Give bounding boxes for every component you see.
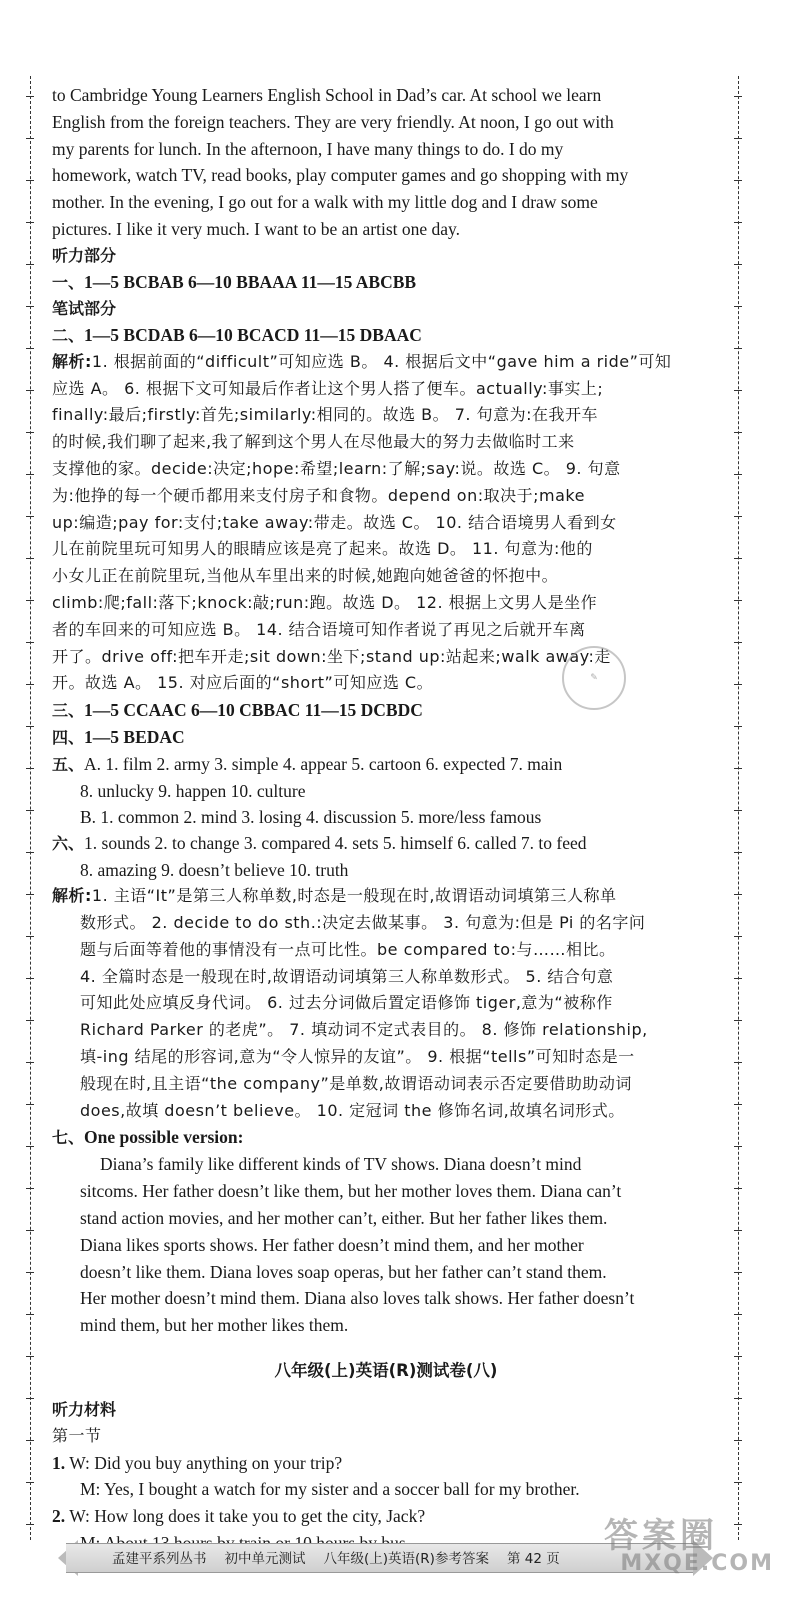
margin-tick bbox=[26, 264, 34, 265]
margin-tick bbox=[734, 1356, 742, 1357]
margin-tick bbox=[734, 1398, 742, 1399]
margin-tick bbox=[26, 222, 34, 223]
margin-tick bbox=[734, 810, 742, 811]
right-margin-rule bbox=[738, 76, 739, 1540]
margin-tick bbox=[734, 1482, 742, 1483]
essay-line: Diana’s family like different kinds of TV shows. Diana doesn’t mind bbox=[100, 1154, 582, 1175]
analysis-line: 题与后面等着他的事情没有一点可比性。be compared to:与……相比。 bbox=[80, 939, 616, 959]
margin-tick bbox=[26, 1524, 34, 1525]
analysis-line: 数形式。 2. decide to do sth.:决定去做某事。 3. 句意为:但是 Pi 的名字问 bbox=[80, 912, 646, 932]
margin-tick bbox=[26, 894, 34, 895]
listening-material-heading: 听力材料 bbox=[52, 1399, 117, 1419]
footer-page-number: 第 42 页 bbox=[506, 1551, 560, 1567]
analysis-two bbox=[52, 883, 720, 1124]
margin-tick bbox=[26, 516, 34, 517]
analysis-line: Richard Parker 的老虎”。 7. 填动词不定式表目的。 8. 修饰 relationship, bbox=[80, 1020, 648, 1040]
margin-tick bbox=[734, 390, 742, 391]
margin-tick bbox=[734, 264, 742, 265]
analysis-line: 者的车回来的可知应选 B。 14. 结合语境可知作者说了再见之后就开车离 bbox=[52, 619, 586, 639]
margin-tick bbox=[734, 558, 742, 559]
margin-tick bbox=[26, 474, 34, 475]
answer-line: B. 1. common 2. mind 3. losing 4. discussion 5. more/less famous bbox=[80, 807, 542, 828]
text-line: homework, watch TV, read books, play computer games and go shopping with my bbox=[52, 165, 629, 186]
margin-tick bbox=[26, 432, 34, 433]
margin-tick bbox=[734, 1440, 742, 1441]
analysis-line: 小女儿正在前院里玩,当他从车里出来的时候,她跑向她爸爸的怀抱中。 bbox=[52, 566, 559, 586]
margin-tick bbox=[26, 1314, 34, 1315]
analysis-line: climb:爬;fall:落下;knock:敲;run:跑。故选 D。 12. 根据上文男人是坐作 bbox=[52, 592, 598, 612]
text-line: to Cambridge Young Learners English School in Dad’s car. At school we learn bbox=[52, 85, 602, 105]
margin-tick bbox=[26, 600, 34, 601]
sample-essay bbox=[52, 1151, 720, 1339]
analysis-one bbox=[52, 349, 720, 697]
margin-tick bbox=[734, 726, 742, 727]
analysis-line: 般现在时,且主语“the company”是单数,故谓语动词表示否定要借助助动词 bbox=[80, 1073, 632, 1093]
margin-tick bbox=[26, 1272, 34, 1273]
margin-tick bbox=[734, 1146, 742, 1147]
margin-tick bbox=[26, 390, 34, 391]
section-four-answers bbox=[52, 724, 720, 751]
analysis-line: 开了。drive off:把车开走;sit down:坐下;stand up:站起来;walk away:走 bbox=[52, 646, 611, 666]
margin-tick bbox=[26, 1356, 34, 1357]
analysis-line: does,故填 doesn’t believe。 10. 定冠词 the 修饰名词,故填名词形式。 bbox=[80, 1100, 625, 1120]
text-line: mother. In the evening, I go out for a walk with my little dog and I draw some bbox=[52, 192, 598, 213]
margin-tick bbox=[734, 642, 742, 643]
analysis-line: 可知此处应填反身代词。 6. 过去分词做后置定语修饰 tiger,意为“被称作 bbox=[80, 993, 613, 1013]
section-one-answers bbox=[52, 269, 720, 296]
stamp-mark: ✎ bbox=[562, 646, 626, 710]
margin-tick bbox=[26, 180, 34, 181]
analysis-label: 解析: bbox=[52, 351, 92, 371]
margin-tick bbox=[26, 1230, 34, 1231]
margin-tick bbox=[26, 1398, 34, 1399]
section-five-answers bbox=[52, 751, 720, 830]
section-seven-heading bbox=[52, 1124, 720, 1151]
footer-book: 初中单元测试 bbox=[224, 1551, 306, 1567]
dialogue-number: 2. bbox=[52, 1506, 66, 1527]
answer-line: 五、A. 1. film 2. army 3. simple 4. appear 5. cartoon 6. expected 7. main bbox=[52, 754, 563, 775]
margin-tick bbox=[26, 684, 34, 685]
text-line: pictures. I like it very much. I want to be an artist one day. bbox=[52, 218, 461, 239]
dialogue-line: M: Yes, I bought a watch for my sister and a soccer ball for my brother. bbox=[80, 1479, 580, 1500]
margin-tick bbox=[734, 1524, 742, 1525]
analysis-label: 解析: bbox=[52, 886, 92, 906]
margin-tick bbox=[26, 726, 34, 727]
analysis-line: 应选 A。 6. 根据下文可知最后作者让这个男人搭了便车。actually:事实上; bbox=[52, 378, 604, 398]
margin-tick bbox=[734, 306, 742, 307]
section-two-answers bbox=[52, 322, 720, 349]
answer-page bbox=[52, 82, 720, 1557]
version-heading: One possible version: bbox=[84, 1127, 244, 1148]
margin-tick bbox=[734, 1062, 742, 1063]
footer-subject: 八年级(上)英语(R)参考答案 bbox=[323, 1551, 489, 1567]
margin-tick bbox=[26, 1062, 34, 1063]
essay-line: Diana likes sports shows. Her father doesn’t mind them, and her mother bbox=[80, 1234, 584, 1255]
margin-tick bbox=[26, 1146, 34, 1147]
analysis-line: 支撑他的家。decide:决定;hope:希望;learn:了解;say:说。故选 C。 9. 句意 bbox=[52, 458, 621, 478]
section-label: 七、 bbox=[52, 1128, 85, 1148]
answer-text: 1—5 BCDAB 6—10 BCACD 11—15 DBAAC bbox=[84, 324, 422, 345]
margin-tick bbox=[26, 138, 34, 139]
margin-tick bbox=[734, 768, 742, 769]
essay-line: Her mother doesn’t mind them. Diana also loves talk shows. Her father doesn’t bbox=[80, 1288, 635, 1309]
margin-tick bbox=[26, 978, 34, 979]
answer-text: 1—5 BCBAB 6—10 BBAAA 11—15 ABCBB bbox=[84, 271, 417, 292]
margin-tick bbox=[734, 936, 742, 937]
dialogue-number: 1. bbox=[52, 1452, 66, 1473]
margin-tick bbox=[734, 894, 742, 895]
essay-line: sitcoms. Her father doesn’t like them, but her mother loves them. Diana can’t bbox=[80, 1181, 622, 1202]
margin-tick bbox=[734, 474, 742, 475]
analysis-line: 为:他挣的每一个硬币都用来支付房子和食物。depend on:取决于;make bbox=[52, 485, 585, 505]
margin-tick bbox=[26, 96, 34, 97]
margin-tick bbox=[26, 936, 34, 937]
margin-tick bbox=[26, 642, 34, 643]
left-margin-rule bbox=[30, 76, 31, 1540]
watermark-top: 答案圈 bbox=[604, 1516, 718, 1556]
margin-tick bbox=[734, 684, 742, 685]
analysis-line: 儿在前院里玩可知男人的眼睛应该是亮了起来。故选 D。 11. 句意为:他的 bbox=[52, 539, 593, 559]
margin-tick bbox=[26, 558, 34, 559]
dialogue-line: 1. W: Did you buy anything on your trip? bbox=[52, 1452, 343, 1473]
margin-tick bbox=[26, 348, 34, 349]
answer-text: 1—5 BEDAC bbox=[84, 727, 185, 748]
analysis-line: 解析:1. 根据前面的“difficult”可知应选 B。 4. 根据后文中“gave him a ride”可知 bbox=[52, 351, 672, 371]
margin-tick bbox=[734, 1188, 742, 1189]
margin-tick bbox=[734, 222, 742, 223]
margin-tick bbox=[26, 306, 34, 307]
margin-tick bbox=[734, 978, 742, 979]
listening-heading: 听力部分 bbox=[52, 245, 117, 265]
margin-tick bbox=[26, 852, 34, 853]
analysis-line: 解析:1. 主语“It”是第三人称单数,时态是一般现在时,故谓语动词填第三人称单 bbox=[52, 886, 617, 906]
analysis-line: 的时候,我们聊了起来,我了解到这个男人在尽他最大的努力去做临时工来 bbox=[52, 432, 575, 452]
section-label: 六、 bbox=[52, 834, 85, 854]
analysis-line: 4. 全篇时态是一般现在时,故谓语动词填第三人称单数形式。 5. 结合句意 bbox=[80, 966, 614, 986]
page-footer bbox=[66, 1543, 694, 1573]
section-one-heading: 第一节 bbox=[52, 1425, 102, 1445]
margin-tick bbox=[734, 1314, 742, 1315]
margin-tick bbox=[26, 768, 34, 769]
section-label: 三、 bbox=[52, 701, 85, 721]
margin-tick bbox=[734, 1104, 742, 1105]
essay-line: stand action movies, and her mother can’t, either. But her father likes them. bbox=[80, 1207, 608, 1228]
dialogue-line: 2. W: How long does it take you to get the city, Jack? bbox=[52, 1506, 426, 1527]
margin-tick bbox=[734, 180, 742, 181]
margin-tick bbox=[26, 1104, 34, 1105]
margin-tick bbox=[734, 1272, 742, 1273]
answer-text: 1—5 CCAAC 6—10 CBBAC 11—15 DCBDC bbox=[84, 700, 423, 721]
margin-tick bbox=[734, 852, 742, 853]
analysis-line: up:编造;pay for:支付;take away:带走。故选 C。 10. 结合语境男人看到女 bbox=[52, 512, 617, 532]
watermark-logo bbox=[604, 1508, 780, 1594]
section-label: 五、 bbox=[52, 755, 85, 775]
footer-series: 孟建平系列丛书 bbox=[112, 1551, 207, 1567]
section-six-answers bbox=[52, 830, 720, 883]
margin-tick bbox=[734, 138, 742, 139]
margin-tick bbox=[734, 1020, 742, 1021]
analysis-line: finally:最后;firstly:首先;similarly:相同的。故选 B。 7. 句意为:在我开车 bbox=[52, 405, 598, 425]
margin-tick bbox=[26, 810, 34, 811]
section-label: 一、 bbox=[52, 272, 85, 292]
essay-line: mind them, but her mother likes them. bbox=[80, 1315, 349, 1336]
test-title: 八年级(上)英语(R)测试卷(八) bbox=[274, 1360, 498, 1380]
passage-continuation bbox=[52, 82, 720, 243]
analysis-line: 填-ing 结尾的形容词,意为“令人惊异的友谊”。 9. 根据“tells”可知时态是一 bbox=[80, 1046, 635, 1066]
margin-tick bbox=[26, 1188, 34, 1189]
margin-tick bbox=[734, 516, 742, 517]
margin-tick bbox=[734, 432, 742, 433]
text-line: my parents for lunch. In the afternoon, I have many things to do. I do my bbox=[52, 138, 564, 159]
writing-heading: 笔试部分 bbox=[52, 298, 117, 318]
answer-line: 8. unlucky 9. happen 10. culture bbox=[80, 781, 306, 802]
watermark-bottom: MXQE.COM bbox=[620, 1551, 774, 1576]
text-line: English from the foreign teachers. They are very friendly. At noon, I go out with bbox=[52, 111, 614, 132]
answer-line: 六、1. sounds 2. to change 3. compared 4. sets 5. himself 6. called 7. to feed bbox=[52, 833, 587, 854]
margin-tick bbox=[734, 96, 742, 97]
section-label: 四、 bbox=[52, 728, 85, 748]
section-three-answers bbox=[52, 697, 720, 724]
margin-tick bbox=[734, 348, 742, 349]
margin-tick bbox=[26, 1440, 34, 1441]
margin-tick bbox=[734, 600, 742, 601]
analysis-line: 开。故选 A。 15. 对应后面的“short”可知应选 C。 bbox=[52, 673, 434, 693]
answer-line: 8. amazing 9. doesn’t believe 10. truth bbox=[80, 860, 349, 881]
section-label: 二、 bbox=[52, 325, 85, 345]
margin-tick bbox=[734, 1230, 742, 1231]
margin-tick bbox=[26, 1020, 34, 1021]
margin-tick bbox=[26, 1482, 34, 1483]
essay-line: doesn’t like them. Diana loves soap operas, but her father can’t stand them. bbox=[80, 1261, 607, 1282]
